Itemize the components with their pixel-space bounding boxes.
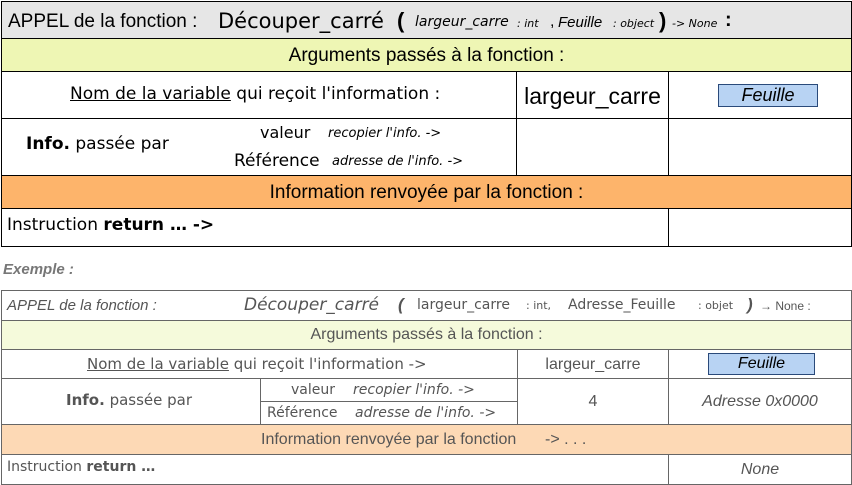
return-instruction: Instruction return … ->	[7, 215, 215, 235]
call-prefix: APPEL de la fonction :	[8, 11, 198, 32]
example-valeur-hint: recopier l'info. ->	[353, 382, 475, 398]
feuille-button[interactable]: Feuille	[718, 84, 818, 107]
var-name-label-cell	[1, 71, 517, 119]
example-value-passed: 4	[588, 393, 598, 410]
param2-type: : object	[613, 17, 655, 30]
example-return-value: None	[740, 461, 780, 478]
return-type: -> None	[672, 17, 718, 30]
return-value-cell	[668, 208, 852, 247]
example-arg1-name-cell	[517, 349, 669, 379]
param1-type: : int	[517, 17, 539, 30]
function-name: Découper_carré	[218, 9, 384, 33]
example-info-label-cell	[1, 378, 261, 425]
args-header	[1, 38, 852, 72]
example-return-instruction: Instruction return …	[7, 459, 156, 475]
return-header	[1, 175, 852, 209]
example-return-value-cell	[668, 454, 852, 485]
return-header-text: Information renvoyée par la fonction :	[269, 182, 584, 203]
example-return-type: → None :	[760, 299, 811, 313]
reference-label: Référence	[234, 151, 320, 171]
example-call-prefix: APPEL de la fonction :	[7, 297, 157, 314]
example-param1: largeur_carre	[417, 297, 510, 313]
example-return-instruction-cell	[1, 454, 669, 485]
example-info-label: Info. passée par	[66, 391, 193, 409]
example-paren-close: )	[747, 295, 753, 314]
paren-close: )	[659, 8, 667, 33]
example-call-row	[1, 290, 852, 321]
info-passed-label: Info. passée par	[26, 134, 169, 154]
example-reference: Référence	[267, 405, 338, 421]
example-return-hint: -> . . .	[545, 431, 587, 448]
call-header-row	[1, 1, 852, 39]
arg1-name: largeur_carre	[524, 83, 661, 109]
example-return-header-text: Information renvoyée par la fonction	[261, 431, 517, 448]
trailing-colon: :	[725, 9, 732, 31]
param1-name: largeur_carre	[415, 14, 509, 30]
paren-open: (	[397, 8, 405, 33]
arg1-name-cell	[516, 71, 669, 119]
example-paren-open: (	[398, 295, 404, 314]
valeur-label: valeur	[260, 123, 311, 142]
param2-name: Feuille	[558, 14, 603, 31]
info-label-cell	[1, 118, 517, 176]
comma: ,	[550, 13, 555, 30]
example-param2: Adresse_Feuille	[568, 297, 676, 313]
var-name-label: Nom de la variable qui reçoit l'information :	[70, 84, 441, 104]
example-address-passed: Adresse 0x0000	[702, 393, 818, 410]
example-function-name: Découper_carré	[244, 295, 380, 315]
example-address-cell	[668, 378, 852, 425]
arg2-info-cell	[668, 118, 852, 176]
example-var-label: Nom de la variable qui reçoit l'information ->	[87, 355, 427, 373]
example-reference-hint: adresse de l'info. ->	[355, 405, 497, 421]
arg2-name-cell	[668, 71, 852, 119]
example-arg2-name-cell	[668, 349, 852, 379]
example-valeur: valeur	[291, 382, 335, 398]
example-value-cell	[517, 378, 669, 425]
example-valeur-cell	[260, 378, 518, 402]
example-param1-type: : int,	[526, 299, 552, 312]
example-arg1-name: largeur_carre	[545, 356, 641, 373]
example-args-header-text: Arguments passés à la fonction :	[310, 326, 543, 343]
example-title: Exemple :	[3, 261, 74, 278]
example-reference-cell	[260, 401, 518, 425]
example-param2-type: : objet	[698, 299, 734, 312]
arg1-info-cell	[516, 118, 669, 176]
valeur-hint: recopier l'info. ->	[328, 126, 442, 141]
example-args-header	[1, 320, 852, 350]
args-header-text: Arguments passés à la fonction :	[288, 45, 565, 66]
reference-hint: adresse de l'info. ->	[332, 154, 464, 169]
example-return-header	[1, 424, 852, 455]
example-feuille-button[interactable]: Feuille	[708, 353, 815, 375]
example-var-label-cell	[1, 349, 518, 379]
return-instruction-cell	[1, 208, 669, 247]
